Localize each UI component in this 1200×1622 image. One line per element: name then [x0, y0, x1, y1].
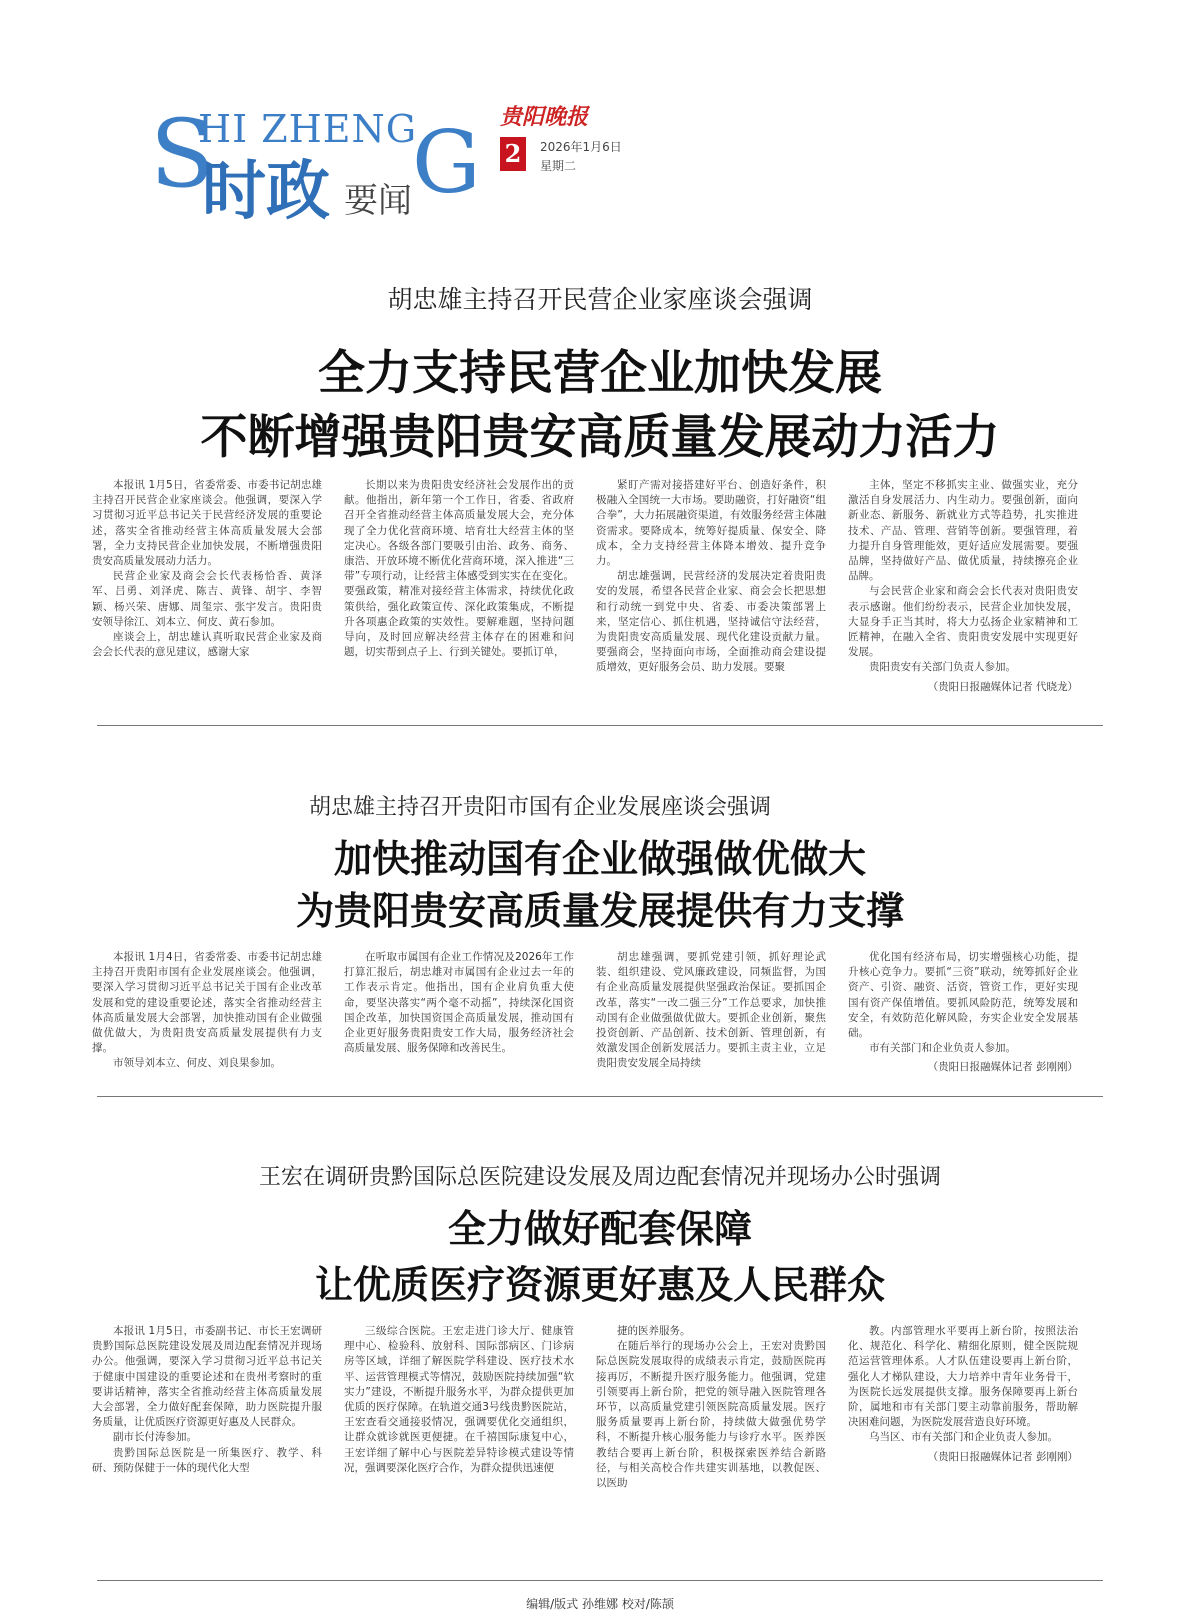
article-2-kicker: 胡忠雄主持召开贵阳市国有企业发展座谈会强调 — [308, 795, 771, 820]
article-1-column-2 — [344, 478, 574, 693]
paragraph: 紧盯产需对接搭建好平台、创造好条件，积极融入全国统一大市场。要助融资，打好融资“组合拳”，大力拓展融资渠道，有效服务经营主体融资需求。要降成本，统筹好提质量、保安全、降成本，全力支持经营主体降本增效、提升竞争力。 — [596, 479, 826, 568]
article-2-column-4 — [848, 950, 1078, 1075]
article-3-column-1 — [92, 1324, 322, 1552]
article-3-byline: （贵阳日报融媒体记者 彭刚刚） — [927, 1450, 1078, 1463]
section-subtitle: 要闻 — [344, 181, 412, 221]
paragraph: 贵黔国际总医院是一所集医疗、教学、科研、预防保健于一体的现代化大型 — [92, 1446, 322, 1474]
article-2-headline-line-2: 为贵阳贵安高质量发展提供有力支撑 — [295, 889, 904, 933]
article-1-column-3 — [596, 478, 826, 693]
article-2-headline-line-1: 加快推动国有企业做强做优做大 — [333, 837, 866, 881]
paragraph: 本报讯 1月5日，省委常委、市委书记胡忠雄主持召开民营企业家座谈会。他强调，要深入学习贯彻习近平总书记关于民营经济发展的重要论述，落实全省推动经营主体高质量发展大会部署，全力支持民营企业加快发展，不断增强贵阳贵安高质量发展动力活力。 — [92, 479, 322, 568]
issue-date: 2026年1月6日 — [540, 140, 622, 154]
article-1-kicker: 胡忠雄主持召开民营企业家座谈会强调 — [387, 285, 813, 314]
article-1-body — [92, 478, 1082, 693]
section-title: 时政 — [202, 155, 330, 229]
paragraph: 教。内部管理水平要再上新台阶，按照法治化、规范化、科学化、精细化原则，健全医院规范运营管理体系。人才队伍建设要再上新台阶，强化人才梯队建设，大力培养中青年业务骨干，为医院长远发展提供支撑。服务保障要再上新台阶，属地和市有关部门要主动靠前服务，帮助解决困难问题，为医院发展营造良好环境。 — [848, 1325, 1078, 1429]
article-2-column-2 — [344, 950, 574, 1075]
editor-credit: 编辑/版式 孙维娜 校对/陈颉 — [526, 1597, 674, 1611]
paragraph: 本报讯 1月4日，省委常委、市委书记胡忠雄主持召开贵阳市国有企业发展座谈会。他强调，要深入学习贯彻习近平总书记关于国有企业改革发展和党的建设重要论述，落实全省推动经营主体高质量发展大会部署，加快推动国有企业做强做优做大，为贵阳贵安高质量发展提供有力支撑。 — [92, 951, 322, 1055]
article-2-column-1 — [92, 950, 322, 1075]
paragraph: 与会民营企业家和商会会长代表对贵阳贵安表示感谢。他们纷纷表示，民营企业加快发展，大显身手正当其时，将大力弘扬企业家精神和工匠精神，在融入全省、贵阳贵安发展中实现更好发展。 — [848, 585, 1078, 659]
paragraph: 在听取市属国有企业工作情况及2026年工作打算汇报后，胡忠雄对市属国有企业过去一年的工作表示肯定。他指出，国有企业肩负重大使命，要坚决落实“两个毫不动摇”，持续深化国资国企改革，加快国资国企高质量发展，推动国有企业更好服务贵阳贵安工作大局，服务经济社会高质量发展、服务保障和改善民生。 — [344, 951, 574, 1055]
article-3-kicker: 王宏在调研贵黔国际总医院建设发展及周边配套情况并现场办公时强调 — [258, 1165, 941, 1190]
paragraph: 乌当区、市有关部门和企业负责人参加。 — [869, 1431, 1058, 1444]
paragraph: 民营企业家及商会会长代表杨恰香、黄泽军、吕勇、刘泽虎、陈吉、黄锋、胡宇、李智颖、杨兴荣、唐娜、周玺宗、张宇发言。贵阳贵安领导徐江、刘本立、何皮、黄石参加。 — [92, 570, 322, 628]
newspaper-logo: 贵阳晚报 — [500, 104, 589, 130]
article-1-headline-line-2: 不断增强贵阳贵安高质量发展动力活力 — [200, 410, 1000, 465]
article-3-headline-line-2: 让优质医疗资源更好惠及人民群众 — [314, 1263, 885, 1307]
paragraph: 胡忠雄强调，要抓党建引领，抓好理论武装、组织建设、党风廉政建设，同频监督，为国有企业高质量发展提供坚强政治保证。要抓国企改革，落实“一改二强三分”工作总要求，加快推动国有企业做强做优做大。要抓企业创新，聚焦投资创新、产品创新、技术创新、管理创新，有效激发国企创新发展活力。要抓主责主业，立足贵阳贵安发展全局持续 — [596, 951, 826, 1070]
page-number: 2 — [500, 137, 526, 171]
article-3-body — [92, 1324, 1082, 1552]
article-1-headline-line-1: 全力支持民营企业加快发展 — [318, 346, 882, 401]
paragraph: 副市长付涛参加。 — [113, 1431, 197, 1444]
article-1-column-4 — [848, 478, 1078, 693]
article-3-column-4 — [848, 1324, 1078, 1552]
paragraph: 市有关部门和企业负责人参加。 — [869, 1042, 1016, 1055]
masthead-big-s: S — [150, 100, 215, 209]
divider — [97, 725, 1103, 726]
paragraph: 优化国有经济布局，切实增强核心功能，提升核心竞争力。要抓“三资”联动，统筹抓好企业资产、引资、融资、活资，管资工作，更好实现国有资产保值增值。要抓风险防范，统筹发展和安全，有效防范化解风险，夯实企业安全发展基础。 — [848, 951, 1078, 1040]
article-2-body — [92, 950, 1082, 1075]
issue-weekday: 星期二 — [540, 159, 577, 173]
paragraph: 座谈会上，胡忠雄认真听取民营企业家及商会会长代表的意见建议，感谢大家 — [92, 631, 322, 659]
masthead-big-g: G — [412, 113, 481, 213]
paragraph: 长期以来为贵阳贵安经济社会发展作出的贡献。他指出，新年第一个工作日，省委、省政府召开全省推动经营主体高质量发展大会，充分体现了全力优化营商环境、培育壮大经营主体的坚定决心。各级各部门要吸引由治、政务、商务、康浩、开放环境不断优化营商环境，深入推进“三带”专项行动，让经营主体感受到实实在在变化。要强政策，精准对接经营主体需求，持续优化政策供给，强化政策宣传、深化政策集成，不断提升各项惠企政策的实效性。要解难题，坚持问题导向，及时回应解决经营主体存在的困难和问题，切实帮到点子上、行到关键处。要抓订单， — [344, 479, 574, 659]
paragraph: 市领导刘本立、何皮、刘良果参加。 — [113, 1057, 281, 1070]
article-2-byline: （贵阳日报融媒体记者 彭刚刚） — [927, 1061, 1078, 1074]
paragraph: 捷的医养服务。 — [617, 1325, 691, 1337]
article-3-headline-line-1: 全力做好配套保障 — [447, 1207, 752, 1251]
paragraph: 三级综合医院。王宏走进门诊大厅、健康管理中心、检验科、放射科、国际部病区、门诊病房等区域，详细了解医院学科建设、医疗技术水平、运营管理模式等情况，鼓励医院持续加强“软实力”建设，不断提升服务水平，为群众提供更加优质的医疗保障。在轨道交通3号线贵黔医院站，王宏查看交通接驳情况，强调要优化交通组织，让群众就诊就医更便捷。在千禧国际康复中心，王宏详细了解中心与医院差异特诊模式建设等情况，强调要深化医疗合作，为群众提供迅速便 — [344, 1325, 574, 1474]
divider — [97, 1580, 1103, 1581]
article-1-byline: （贵阳日报融媒体记者 代晓龙） — [927, 680, 1078, 693]
paragraph: 本报讯 1月5日，市委副书记、市长王宏调研贵黔国际总医院建设发展及周边配套情况并现场办公。他强调，要深入学习贯彻习近平总书记关于健康中国建设的重要论述和在贵州考察时的重要讲话精神，落实全省推动经营主体高质量发展大会部署，全力做好配套保障，助力医院提升服务质量，让优质医疗资源更好惠及人民群众。 — [92, 1325, 322, 1429]
masthead-pinyin: HI ZHENG — [198, 107, 418, 151]
article-3-column-2 — [344, 1324, 574, 1552]
article-1-column-1 — [92, 478, 322, 693]
paragraph: 胡忠雄强调，民营经济的发展决定着贵阳贵安的发展，希望各民营企业家、商会会长把思想和行动统一到党中央、省委、市委决策部署上来，坚定信心、抓住机遇，坚持诚信守法经营，为贵阳贵安高质量发展、现代化建设贡献力量。要强商会，坚持面向市场，全面推动商会建设提质增效，更好服务会员、助力发展。要聚 — [596, 570, 826, 674]
divider — [97, 1096, 1103, 1097]
paragraph: 贵阳贵安有关部门负责人参加。 — [869, 661, 1016, 674]
article-2-column-3 — [596, 950, 826, 1075]
paragraph: 在随后举行的现场办公会上，王宏对贵黔国际总医院发展取得的成绩表示肯定，鼓励医院再接再厉，不断提升医疗服务能力。他强调，党建引领要再上新台阶，把党的领导融入医院管理各环节，以高质量党建引领医院高质量发展。医疗服务质量要再上新台阶，持续做大做强优势学科，不断提升核心服务能力与诊疗水平。医养医教结合要再上新台阶，积极探索医养结合新路径，与相关高校合作共建实训基地，以教促医、以医助 — [596, 1340, 826, 1490]
article-3-column-3 — [596, 1324, 826, 1552]
paragraph: 主体，坚定不移抓实主业、做强实业，充分激活自身发展活力、内生动力。要强创新，面向新业态、新服务、新就业方式等趋势，扎实推进技术、产品、管理、营销等创新。要强管理，着力提升自身管理能效，更好适应发展需要。要强品牌，坚持做好产品、做优质量，持续擦亮企业品牌。 — [848, 479, 1078, 583]
